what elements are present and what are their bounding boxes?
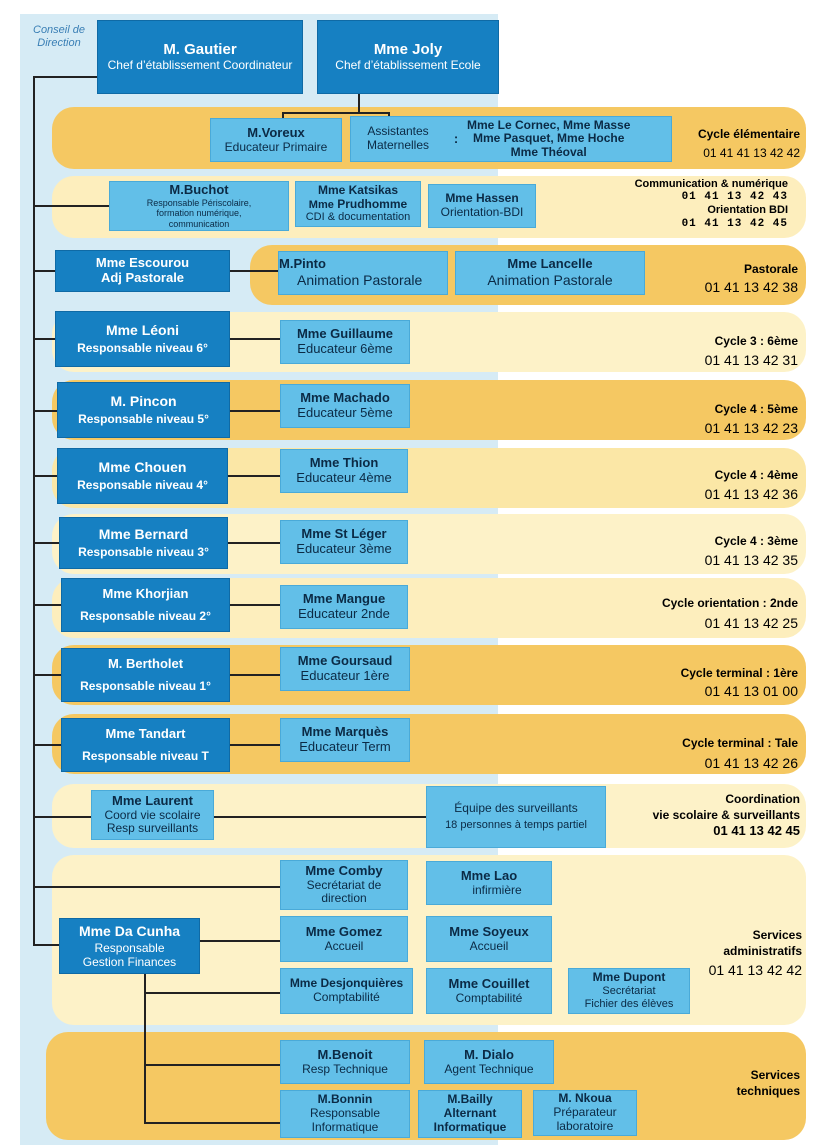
- connector: [33, 744, 61, 746]
- buchot-role-3: communication: [168, 218, 230, 229]
- conseil-de-direction-label: Conseil de Direction: [33, 24, 85, 50]
- connector: [144, 992, 280, 994]
- connector: [144, 974, 146, 1124]
- cycle-label: Cycle 4 : 4ème: [714, 468, 798, 482]
- connector: [33, 944, 59, 946]
- connector: [33, 604, 61, 606]
- comby-box: [280, 860, 408, 910]
- edu-box-t: [280, 718, 410, 762]
- benoit-box: [280, 1040, 410, 1084]
- admin-info: [709, 928, 802, 979]
- connector: [230, 674, 280, 676]
- bonnin-name: M.Bonnin: [317, 1092, 373, 1107]
- edu-role: Educateur 4ème: [296, 470, 392, 485]
- cycle-label: Cycle 4 : 3ème: [714, 534, 798, 548]
- resp-role: Responsable niveau 3°: [78, 545, 209, 560]
- resp-box-2: [61, 578, 230, 632]
- connector: [230, 744, 280, 746]
- cycle-phone: 01 41 13 42 36: [704, 486, 798, 502]
- vie-info: [653, 792, 800, 840]
- nkoua-role-2: laboratoire: [556, 1118, 614, 1133]
- dupont-name: Mme Dupont: [592, 970, 666, 985]
- edu-role: Educateur 5ème: [297, 405, 393, 420]
- escourou-name: Mme Escourou: [95, 255, 190, 271]
- cycle-label: Cycle 4 : 5ème: [714, 402, 798, 416]
- resp-name: Mme Tandart: [105, 725, 186, 741]
- dacunha-role-1: Responsable: [94, 940, 165, 955]
- pastorale-label: Pastorale: [743, 262, 798, 276]
- equipe-line-2: 18 personnes à temps partiel: [445, 819, 587, 832]
- cycle-info-3: [705, 534, 798, 570]
- bailly-name: M.Bailly: [447, 1092, 493, 1107]
- edu-role: Educateur 1ère: [300, 668, 390, 683]
- cycle-label: Cycle terminal : 1ère: [680, 666, 798, 680]
- asst-names-2: Mme Pasquet, Mme Hoche: [473, 131, 625, 146]
- connector: [214, 816, 426, 818]
- asst-label-1: Assistantes: [367, 124, 429, 139]
- connector: [33, 76, 97, 78]
- vie-label-1: Coordination: [725, 792, 800, 806]
- gautier-role: Chef d’établissement Coordinateur: [107, 57, 293, 72]
- asst-colon: :: [453, 130, 459, 146]
- nkoua-box: [533, 1090, 637, 1136]
- laurent-box: [91, 790, 214, 840]
- desjonquieres-name: Mme Desjonquières: [289, 976, 404, 991]
- comm-label-2: Orientation BDI: [707, 204, 788, 217]
- gomez-name: Mme Gomez: [305, 923, 383, 939]
- asst-label-2: Maternelles: [366, 138, 430, 152]
- edu-role: Educateur Term: [299, 739, 391, 754]
- vie-label-2: vie scolaire & surveillants: [652, 807, 800, 822]
- resp-role: Responsable niveau T: [82, 748, 209, 763]
- cycle-label: Cycle 3 : 6ème: [714, 334, 798, 348]
- prudhomme-name: Prudhomme: [337, 196, 408, 211]
- nkoua-role-1: Préparateur: [553, 1105, 617, 1120]
- connector: [358, 94, 360, 114]
- pastorale-phone: 01 41 13 42 38: [704, 279, 798, 295]
- tech-info: [737, 1068, 800, 1099]
- resp-role: Responsable niveau 2°: [80, 608, 211, 623]
- lancelle-box: [455, 251, 645, 295]
- edu-name: Mme Thion: [309, 455, 379, 471]
- couillet-box: [426, 968, 552, 1014]
- comm-phone-1: 01 41 13 42 43: [681, 191, 788, 204]
- edu-box-5: [280, 384, 410, 428]
- soyeux-name: Mme Soyeux: [449, 923, 529, 939]
- connector: [230, 270, 280, 272]
- edu-name: Mme Mangue: [302, 591, 386, 607]
- bailly-role-2: Informatique: [433, 1119, 507, 1134]
- buchot-role-2: formation numérique,: [156, 208, 242, 219]
- comm-label-1: Communication & numérique: [634, 178, 788, 190]
- edu-role: Educateur 2nde: [298, 606, 390, 621]
- prudhomme-prefix: Mme: [308, 198, 334, 211]
- benoit-role: Resp Technique: [302, 1061, 388, 1076]
- pastorale-info: [705, 262, 798, 297]
- dupont-role-1: Secrétariat: [602, 985, 656, 998]
- katsikas-name: Mme Katsikas: [317, 182, 399, 197]
- elem-phone: 01 41 41 13 42 42: [703, 146, 800, 160]
- tech-label-1: Services: [750, 1068, 800, 1082]
- resp-box-5: [57, 382, 230, 438]
- bonnin-box: [280, 1090, 410, 1138]
- edu-name: Mme Guillaume: [296, 326, 394, 342]
- buchot-name: M.Buchot: [169, 182, 229, 198]
- connector: [33, 270, 55, 272]
- buchot-role-1: Responsable Périscolaire,: [146, 197, 252, 208]
- desjonquieres-box: [280, 968, 413, 1014]
- cycle-phone: 01 41 13 42 35: [704, 552, 798, 568]
- resp-role: Responsable niveau 6°: [77, 341, 208, 356]
- dupont-role-2: Fichier des élèves: [584, 997, 674, 1010]
- connector: [33, 542, 59, 544]
- laurent-name: Mme Laurent: [112, 792, 193, 808]
- resp-name: Mme Chouen: [98, 459, 187, 476]
- edu-box-4: [280, 449, 408, 493]
- elem-cycle-label: [698, 127, 800, 161]
- connector: [230, 604, 280, 606]
- cycle-info-2: [662, 596, 798, 633]
- voreux-role: Educateur Primaire: [224, 139, 328, 154]
- resp-role: Responsable niveau 4°: [77, 478, 208, 493]
- asst-names-3: Mme Théoval: [510, 144, 587, 159]
- dacunha-box: [59, 918, 200, 974]
- nkoua-name: M. Nkoua: [558, 1091, 612, 1106]
- comm-labels: [635, 178, 788, 231]
- tech-label-2: techniques: [736, 1083, 800, 1098]
- desjonquieres-role: Comptabilité: [313, 990, 380, 1004]
- edu-name: Mme Goursaud: [297, 653, 393, 669]
- lao-name: Mme Lao: [460, 867, 518, 883]
- joly-role: Chef d’établissement Ecole: [335, 57, 481, 72]
- laurent-role-1: Coord vie scolaire: [104, 807, 201, 822]
- resp-name: M. Pincon: [110, 393, 177, 410]
- gautier-box: [97, 20, 303, 94]
- buchot-box: [109, 181, 289, 231]
- dacunha-role-2: Gestion Finances: [82, 954, 177, 969]
- resp-role: Responsable niveau 5°: [78, 412, 209, 427]
- cycle-info-4: [705, 468, 798, 504]
- edu-box-2: [280, 585, 408, 629]
- resp-name: Mme Bernard: [98, 526, 189, 543]
- cycle-info-5: [705, 402, 798, 438]
- soyeux-box: [426, 916, 552, 962]
- edu-role: Educateur 3ème: [296, 541, 392, 556]
- vie-phone: 01 41 13 42 45: [713, 823, 800, 839]
- cycle-info-1: [681, 666, 798, 701]
- escourou-role: Adj Pastorale: [100, 270, 185, 285]
- connector: [33, 410, 57, 412]
- comby-role-2: direction: [321, 891, 367, 906]
- hassen-role: Orientation-BDI: [440, 205, 524, 219]
- edu-name: Mme Machado: [300, 390, 390, 406]
- resp-name: Mme Khorjian: [102, 585, 189, 601]
- connector: [228, 475, 280, 477]
- edu-box-1: [280, 647, 410, 691]
- admin-label-1: Services: [752, 928, 802, 942]
- dialo-box: [424, 1040, 554, 1084]
- benoit-name: M.Benoit: [317, 1046, 373, 1062]
- connector: [200, 940, 280, 942]
- joly-box: [317, 20, 499, 94]
- comby-role-1: Secrétariat de: [306, 877, 382, 892]
- asst-names-1: Mme Le Cornec, Mme Masse: [467, 118, 631, 133]
- bonnin-role-2: Informatique: [311, 1119, 379, 1134]
- connector: [230, 338, 280, 340]
- hassen-name: Mme Hassen: [445, 191, 519, 206]
- cycle-label: Cycle orientation : 2nde: [661, 596, 798, 610]
- admin-phone: 01 41 13 42 42: [708, 962, 802, 979]
- gomez-box: [280, 916, 408, 962]
- elem-cycle: Cycle élémentaire: [697, 127, 800, 141]
- cycle-phone: 01 41 13 01 00: [704, 683, 798, 699]
- couillet-role: Comptabilité: [455, 990, 523, 1005]
- edu-name: Mme St Léger: [301, 526, 387, 542]
- resp-name: M. Bertholet: [107, 655, 184, 671]
- bailly-role-1: Alternant: [443, 1106, 497, 1121]
- lao-box: [426, 861, 552, 905]
- resp-role: Responsable niveau 1°: [80, 678, 211, 693]
- dupont-box: [568, 968, 690, 1014]
- cycle-phone: 01 41 13 42 26: [704, 755, 798, 771]
- resp-box-3: [59, 517, 228, 569]
- edu-box-3: [280, 520, 408, 564]
- pinto-role: Animation Pastorale: [297, 272, 423, 289]
- edu-box-6: [280, 320, 410, 364]
- comby-name: Mme Comby: [305, 862, 383, 878]
- resp-box-6: [55, 311, 230, 367]
- connector: [33, 674, 61, 676]
- hassen-box: [428, 184, 536, 228]
- lao-role: infirmière: [472, 882, 522, 897]
- resp-box-t: [61, 718, 230, 772]
- bonnin-role-1: Responsable: [309, 1106, 381, 1121]
- lancelle-role: Animation Pastorale: [487, 272, 613, 289]
- dacunha-name: Mme Da Cunha: [78, 922, 181, 939]
- gautier-name: M. Gautier: [163, 41, 237, 59]
- pinto-box: [278, 251, 448, 295]
- dialo-role: Agent Technique: [444, 1061, 534, 1076]
- cycle-phone: 01 41 13 42 25: [704, 615, 798, 631]
- connector: [144, 1064, 280, 1066]
- resp-name: Mme Léoni: [105, 322, 180, 339]
- voreux-name: M.Voreux: [247, 124, 305, 140]
- dialo-name: M. Dialo: [464, 1046, 514, 1062]
- edu-name: Mme Marquès: [301, 724, 389, 740]
- connector: [33, 205, 109, 207]
- connector: [144, 1122, 280, 1124]
- admin-label-2: administratifs: [723, 943, 802, 958]
- cycle-phone: 01 41 13 42 31: [704, 352, 798, 368]
- cycle-info-t: [682, 736, 798, 773]
- equipe-box: [426, 786, 606, 848]
- cycle-info-6: [705, 334, 798, 370]
- katsikas-box: [295, 181, 421, 227]
- pinto-name: M.Pinto: [279, 256, 326, 272]
- edu-role: Educateur 6ème: [297, 341, 393, 356]
- connector: [282, 112, 390, 114]
- gomez-role: Accueil: [324, 938, 364, 953]
- voreux-box: [210, 118, 342, 162]
- assistantes-box: [350, 116, 672, 162]
- lancelle-name: Mme Lancelle: [507, 256, 593, 272]
- cycle-label: Cycle terminal : Tale: [682, 736, 798, 750]
- connector: [33, 475, 57, 477]
- bailly-box: [418, 1090, 522, 1138]
- cycle-phone: 01 41 13 42 23: [704, 420, 798, 436]
- connector: [33, 816, 91, 818]
- comm-phone-2: 01 41 13 42 45: [681, 217, 788, 230]
- prudhomme-role: CDI & documentation: [305, 211, 411, 224]
- connector: [33, 886, 281, 888]
- connector: [228, 542, 280, 544]
- resp-box-1: [61, 648, 230, 702]
- resp-box-4: [57, 448, 228, 504]
- escourou-box: [55, 250, 230, 292]
- equipe-line-1: Équipe des surveillants: [454, 801, 578, 816]
- connector: [230, 410, 280, 412]
- couillet-name: Mme Couillet: [448, 975, 530, 991]
- joly-name: Mme Joly: [373, 41, 443, 59]
- connector: [33, 338, 55, 340]
- laurent-role-2: Resp surveillants: [106, 821, 199, 836]
- soyeux-role: Accueil: [469, 938, 509, 953]
